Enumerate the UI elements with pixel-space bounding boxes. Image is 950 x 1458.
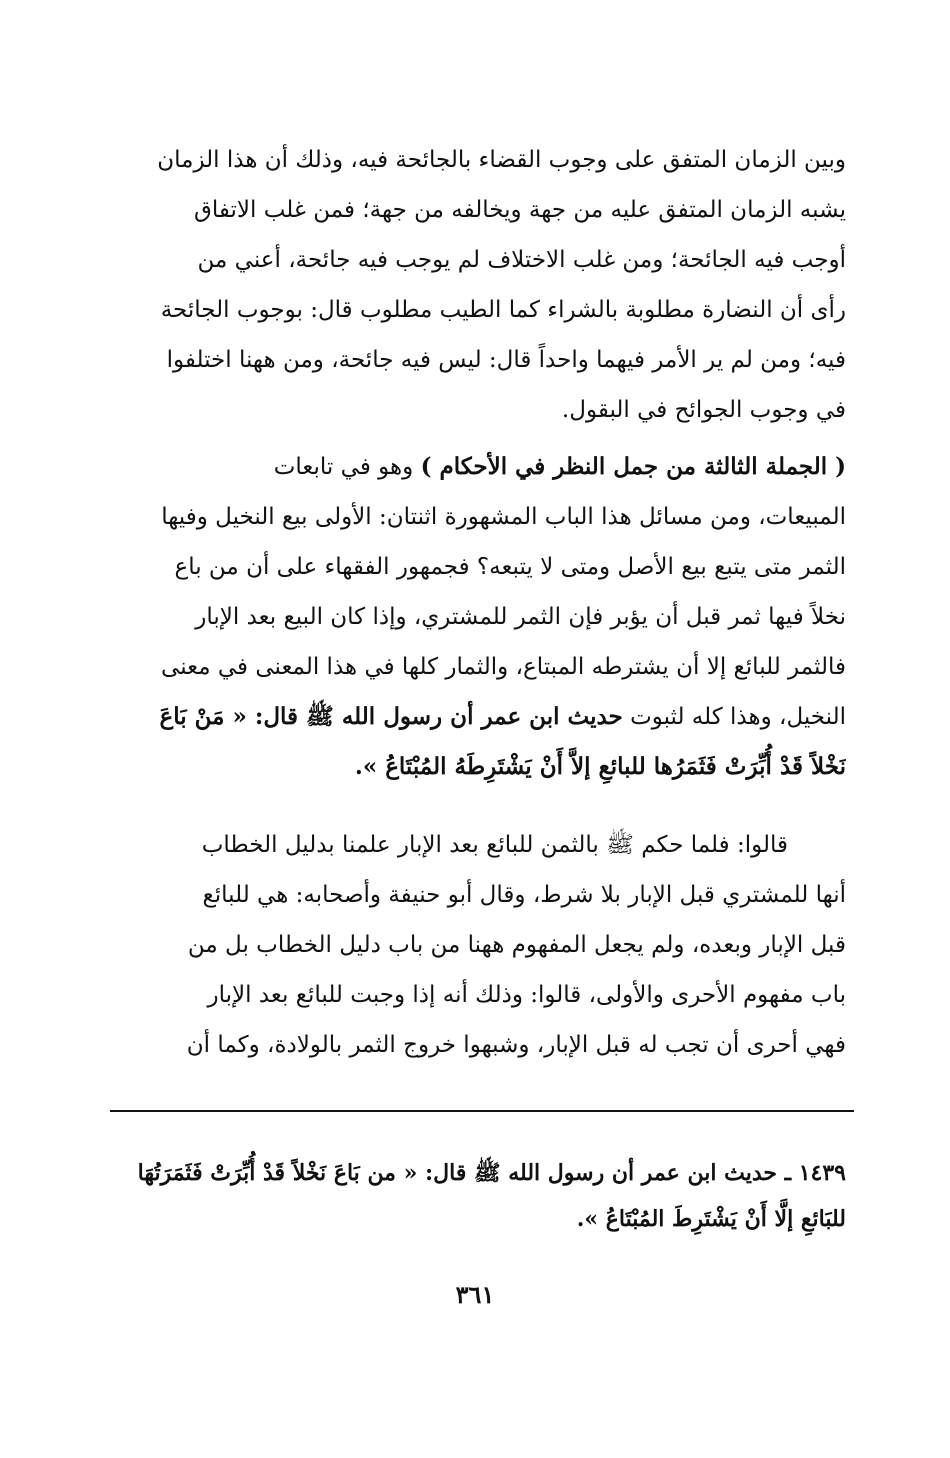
text-line: فهي أحرى أن تجب له قبل الإبار، وشبهوا خروج الثمر بالولادة، وكما أن <box>186 1032 846 1058</box>
paragraph-jaiha <box>128 135 846 435</box>
text-line: باب مفهوم الأحرى والأولى، قالوا: وذلك أنه إذا وجبت للبائع بعد الإبار <box>207 982 846 1008</box>
paragraph-ibar <box>128 820 846 1070</box>
hadith-quote-line: نَخْلاً قَدْ أُبِّرَتْ فَثَمَرُها للبائعِ إلاَّ أَنْ يَشْتَرِطَهُ المُبْتَاعُ ». <box>354 753 846 780</box>
footnote <box>128 1150 846 1242</box>
text-line: الثمر متى يتبع بيع الأصل ومتى لا يتبعه؟ فجمهور الفقهاء على أن من باع <box>174 554 846 580</box>
text-line: المبيعات، ومن مسائل هذا الباب المشهورة اثنتان: الأولى بيع النخيل وفيها <box>161 504 846 530</box>
text-line: أنها للمشتري قبل الإبار بلا شرط، وقال أبو حنيفة وأصحابه: هي للبائع <box>202 882 846 908</box>
text-line: وبين الزمان المتفق على وجوب القضاء بالجائحة فيه، وذلك أن هذا الزمان <box>157 147 846 173</box>
paragraph-third-section <box>128 442 846 792</box>
hadith-line <box>128 692 846 742</box>
section-heading-line <box>128 442 846 492</box>
text-line: أوجب فيه الجائحة؛ ومن غلب الاختلاف لم يوجب فيه جائحة، أعني من <box>197 247 846 273</box>
footnote-line: للبَائعِ إلَّا أَنْ يَشْتَرِطَ المُبْتَاعُ ». <box>576 1206 846 1232</box>
hadith-quote: حديث ابن عمر أن رسول الله ﷺ قال: « مَنْ بَاعَ <box>159 703 623 730</box>
page-number: ٣٦١ <box>455 1280 495 1309</box>
text-line: قالوا: فلما حكم ﷺ بالثمن للبائع بعد الإبار علمنا بدليل الخطاب <box>201 832 788 858</box>
text-line: قبل الإبار وبعده، ولم يجعل المفهوم ههنا من باب دليل الخطاب بل من <box>187 932 846 958</box>
text-line: فيه؛ ومن لم ير الأمر فيهما واحداً قال: ليس فيه جائحة، ومن ههنا اختلفوا <box>166 347 846 373</box>
text-line: نخلاً فيها ثمر قبل أن يؤبر فإن الثمر للمشتري، وإذا كان البيع بعد الإبار <box>195 604 846 630</box>
section-heading: ( الجملة الثالثة من جمل النظر في الأحكام ) <box>420 453 846 480</box>
text-line: فالثمر للبائع إلا أن يشترطه المبتاع، والثمار كلها في هذا المعنى في معنى <box>161 654 846 680</box>
footnote-line: ١٤٣٩ ـ حديث ابن عمر أن رسول الله ﷺ قال: « من بَاعَ نَخْلاً قَدْ أُبِّرَتْ فَثَمَرَتُهَا <box>137 1160 846 1186</box>
text-fragment: وهو في تابعات <box>273 454 414 480</box>
text-line: رأى أن النضارة مطلوبة بالشراء كما الطيب مطلوب قال: بوجوب الجائحة <box>160 297 846 323</box>
footnote-divider <box>110 1110 854 1112</box>
text-fragment: النخيل، وهذا كله لثبوت <box>630 704 846 730</box>
text-line: يشبه الزمان المتفق عليه من جهة ويخالفه من جهة؛ فمن غلب الاتفاق <box>193 197 846 223</box>
text-line: في وجوب الجوائح في البقول. <box>561 397 846 423</box>
